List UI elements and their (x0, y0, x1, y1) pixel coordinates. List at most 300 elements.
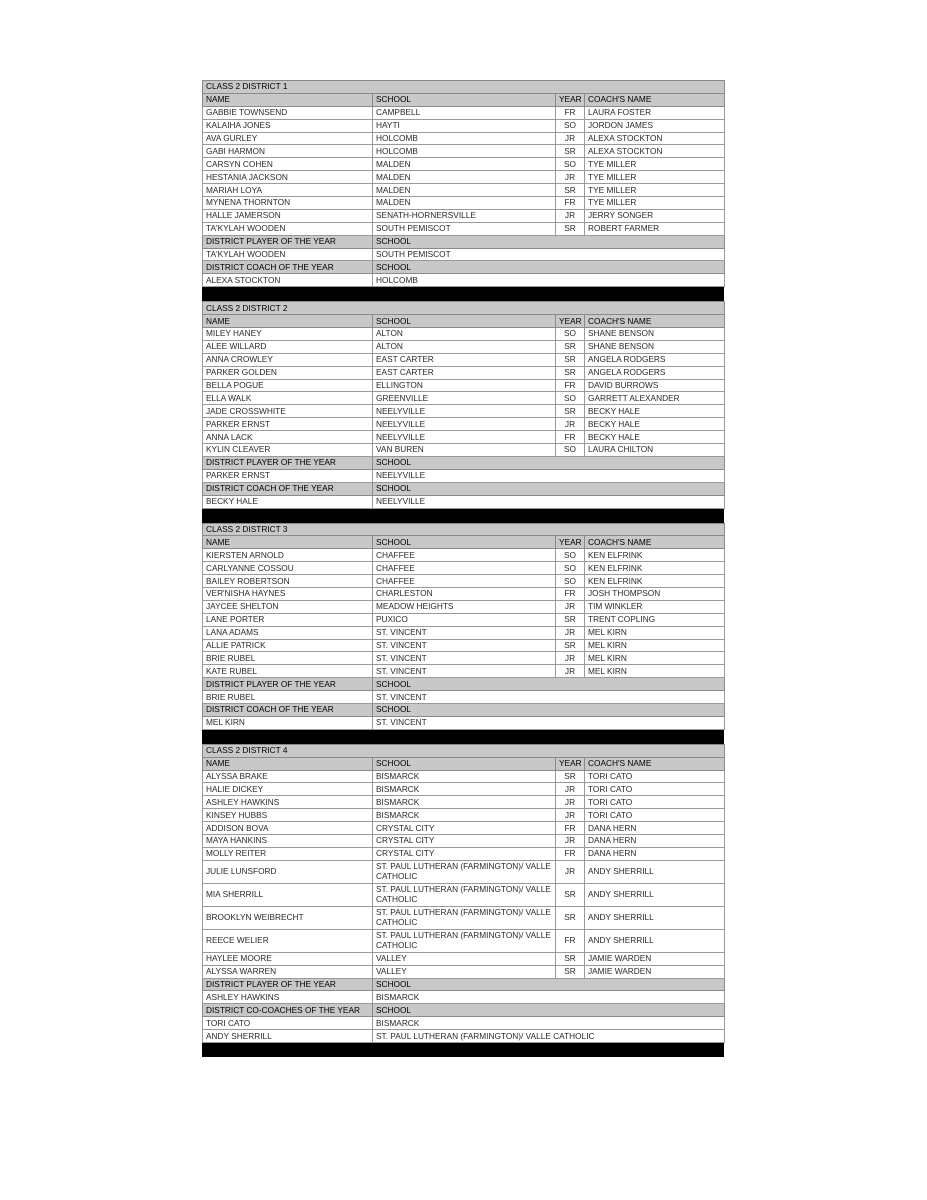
player-row (203, 834, 725, 847)
player-name: LANE PORTER (203, 613, 373, 626)
player-row (203, 366, 725, 379)
player-name: MARIAH LOYA (203, 184, 373, 197)
player-name: KINSEY HUBBS (203, 809, 373, 822)
player-school: GREENVILLE (373, 392, 556, 405)
player-row (203, 222, 725, 235)
player-school: ELLINGTON (373, 379, 556, 392)
player-school: BISMARCK (373, 770, 556, 783)
player-of-year-header (203, 978, 725, 991)
player-coach: JOSH THOMPSON (585, 587, 725, 600)
player-year: SR (556, 952, 585, 965)
coach-of-year-row (203, 495, 725, 508)
player-school: MALDEN (373, 197, 556, 210)
district-title-row (203, 744, 725, 757)
player-school: HOLCOMB (373, 145, 556, 158)
player-row (203, 809, 725, 822)
player-row (203, 665, 725, 678)
player-school: CRYSTAL CITY (373, 834, 556, 847)
player-year: SR (556, 965, 585, 978)
player-name: BAILEY ROBERTSON (203, 575, 373, 588)
player-coach: TORI CATO (585, 770, 725, 783)
player-name: BELLA POGUE (203, 379, 373, 392)
coach-of-year-row (203, 1017, 725, 1030)
player-coach: TYE MILLER (585, 197, 725, 210)
coach-of-year-school-label: SCHOOL (373, 261, 725, 274)
coach-of-year-school: NEELYVILLE (373, 495, 725, 508)
player-row (203, 639, 725, 652)
player-row (203, 405, 725, 418)
player-year: FR (556, 197, 585, 210)
coach-of-year-school: HOLCOMB (373, 274, 725, 287)
player-year: SR (556, 145, 585, 158)
player-year: JR (556, 171, 585, 184)
player-row (203, 952, 725, 965)
player-row (203, 929, 725, 952)
player-row (203, 158, 725, 171)
player-row (203, 575, 725, 588)
coach-of-year-name: ANDY SHERRILL (203, 1030, 373, 1043)
player-school: SOUTH PEMISCOT (373, 222, 556, 235)
player-school: NEELYVILLE (373, 431, 556, 444)
player-year: SO (556, 119, 585, 132)
player-coach: JAMIE WARDEN (585, 965, 725, 978)
player-year: SO (556, 575, 585, 588)
player-row (203, 340, 725, 353)
player-school: BISMARCK (373, 796, 556, 809)
header-year: YEAR (556, 93, 585, 106)
player-of-year-name: PARKER ERNST (203, 469, 373, 482)
player-school: CHAFFEE (373, 549, 556, 562)
player-coach: BECKY HALE (585, 431, 725, 444)
player-name: ALYSSA BRAKE (203, 770, 373, 783)
coach-of-year-name: ALEXA STOCKTON (203, 274, 373, 287)
player-year: SR (556, 883, 585, 906)
player-school: ST. VINCENT (373, 639, 556, 652)
header-year: YEAR (556, 315, 585, 328)
player-of-year-header (203, 678, 725, 691)
player-of-year-row (203, 691, 725, 704)
player-coach: JAMIE WARDEN (585, 952, 725, 965)
player-year: SR (556, 906, 585, 929)
player-school: NEELYVILLE (373, 405, 556, 418)
player-row (203, 626, 725, 639)
player-name: JAYCEE SHELTON (203, 600, 373, 613)
player-year: SR (556, 639, 585, 652)
coach-of-year-school-label: SCHOOL (373, 482, 725, 495)
player-name: MYNENA THORNTON (203, 197, 373, 210)
player-coach: TYE MILLER (585, 184, 725, 197)
player-coach: MEL KIRN (585, 652, 725, 665)
player-coach: TORI CATO (585, 809, 725, 822)
section-divider (202, 509, 724, 523)
player-school: PUXICO (373, 613, 556, 626)
player-coach: ALEXA STOCKTON (585, 145, 725, 158)
player-school: EAST CARTER (373, 366, 556, 379)
player-name: ALLIE PATRICK (203, 639, 373, 652)
player-school: EAST CARTER (373, 353, 556, 366)
player-school: CRYSTAL CITY (373, 822, 556, 835)
player-year: SO (556, 562, 585, 575)
player-row (203, 783, 725, 796)
coach-of-year-header (203, 703, 725, 716)
player-coach: LAURA CHILTON (585, 444, 725, 457)
coach-of-year-header (203, 1004, 725, 1017)
header-name: NAME (203, 315, 373, 328)
player-coach: ALEXA STOCKTON (585, 132, 725, 145)
player-school: CHARLESTON (373, 587, 556, 600)
player-year: SR (556, 353, 585, 366)
player-row (203, 847, 725, 860)
header-school: SCHOOL (373, 757, 556, 770)
player-name: JULIE LUNSFORD (203, 860, 373, 883)
player-of-year-label: DISTRICT PLAYER OF THE YEAR (203, 456, 373, 469)
player-row (203, 444, 725, 457)
player-name: ELLA WALK (203, 392, 373, 405)
player-year: JR (556, 132, 585, 145)
player-coach: TYE MILLER (585, 171, 725, 184)
coach-of-year-name: BECKY HALE (203, 495, 373, 508)
player-row (203, 132, 725, 145)
player-coach: ANGELA RODGERS (585, 353, 725, 366)
player-year: FR (556, 822, 585, 835)
player-name: KIERSTEN ARNOLD (203, 549, 373, 562)
player-of-year-label: DISTRICT PLAYER OF THE YEAR (203, 235, 373, 248)
player-row (203, 600, 725, 613)
player-year: JR (556, 860, 585, 883)
player-name: TA'KYLAH WOODEN (203, 222, 373, 235)
player-row (203, 431, 725, 444)
district-title: CLASS 2 DISTRICT 4 (203, 744, 725, 757)
column-header-row (203, 93, 725, 106)
player-school: NEELYVILLE (373, 418, 556, 431)
player-name: MILEY HANEY (203, 328, 373, 341)
player-of-year-header (203, 235, 725, 248)
header-coach: COACH'S NAME (585, 757, 725, 770)
player-name: KATE RUBEL (203, 665, 373, 678)
player-coach: ANGELA RODGERS (585, 366, 725, 379)
player-name: ASHLEY HAWKINS (203, 796, 373, 809)
coach-of-year-row (203, 1030, 725, 1043)
coach-of-year-school: ST. VINCENT (373, 716, 725, 729)
player-year: JR (556, 834, 585, 847)
player-coach: KEN ELFRINK (585, 549, 725, 562)
player-name: REECE WELIER (203, 929, 373, 952)
player-coach: MEL KIRN (585, 665, 725, 678)
player-year: SR (556, 340, 585, 353)
player-coach: DANA HERN (585, 822, 725, 835)
coach-of-year-school-label: SCHOOL (373, 1004, 725, 1017)
player-coach: KEN ELFRINK (585, 562, 725, 575)
player-coach: ANDY SHERRILL (585, 860, 725, 883)
district-title: CLASS 2 DISTRICT 1 (203, 81, 725, 94)
player-school: ALTON (373, 340, 556, 353)
player-school: CHAFFEE (373, 562, 556, 575)
coach-of-year-name: TORI CATO (203, 1017, 373, 1030)
section-divider (202, 730, 724, 744)
player-year: FR (556, 379, 585, 392)
player-name: BRIE RUBEL (203, 652, 373, 665)
column-header-row (203, 315, 725, 328)
player-year: SO (556, 328, 585, 341)
player-name: GABBIE TOWNSEND (203, 106, 373, 119)
player-coach: GARRETT ALEXANDER (585, 392, 725, 405)
player-year: FR (556, 106, 585, 119)
section-divider (202, 1043, 724, 1057)
player-school: HOLCOMB (373, 132, 556, 145)
player-row (203, 883, 725, 906)
coach-of-year-header (203, 482, 725, 495)
player-coach: DANA HERN (585, 847, 725, 860)
player-row (203, 209, 725, 222)
player-name: KYLIN CLEAVER (203, 444, 373, 457)
player-coach: BECKY HALE (585, 405, 725, 418)
player-row (203, 171, 725, 184)
player-year: JR (556, 600, 585, 613)
player-row (203, 353, 725, 366)
header-school: SCHOOL (373, 315, 556, 328)
player-year: JR (556, 209, 585, 222)
player-coach: TRENT COPLING (585, 613, 725, 626)
player-year: SO (556, 444, 585, 457)
player-row (203, 965, 725, 978)
coach-of-year-header (203, 261, 725, 274)
header-year: YEAR (556, 536, 585, 549)
player-year: FR (556, 929, 585, 952)
player-name: MOLLY REITER (203, 847, 373, 860)
column-header-row (203, 536, 725, 549)
player-row (203, 562, 725, 575)
player-coach: MEL KIRN (585, 639, 725, 652)
player-row (203, 392, 725, 405)
player-row (203, 328, 725, 341)
player-coach: DAVID BURROWS (585, 379, 725, 392)
coach-of-year-name: MEL KIRN (203, 716, 373, 729)
player-school: ST. PAUL LUTHERAN (FARMINGTON)/ VALLE CATHOLIC (373, 929, 556, 952)
player-coach: LAURA FOSTER (585, 106, 725, 119)
player-row (203, 549, 725, 562)
player-year: SR (556, 222, 585, 235)
player-coach: SHANE BENSON (585, 340, 725, 353)
player-school: ALTON (373, 328, 556, 341)
district-title-row (203, 523, 725, 536)
player-school: VAN BUREN (373, 444, 556, 457)
player-of-year-school-label: SCHOOL (373, 978, 725, 991)
district-title: CLASS 2 DISTRICT 3 (203, 523, 725, 536)
player-year: SR (556, 405, 585, 418)
player-name: KALAIHA JONES (203, 119, 373, 132)
player-coach: ANDY SHERRILL (585, 883, 725, 906)
player-of-year-school-label: SCHOOL (373, 456, 725, 469)
player-coach: JERRY SONGER (585, 209, 725, 222)
header-coach: COACH'S NAME (585, 93, 725, 106)
district-table (202, 744, 725, 1043)
player-school: MEADOW HEIGHTS (373, 600, 556, 613)
player-year: JR (556, 652, 585, 665)
player-school: HAYTI (373, 119, 556, 132)
player-coach: KEN ELFRINK (585, 575, 725, 588)
player-school: VALLEY (373, 965, 556, 978)
player-row (203, 613, 725, 626)
player-row (203, 796, 725, 809)
header-name: NAME (203, 536, 373, 549)
player-name: MAYA HANKINS (203, 834, 373, 847)
player-of-year-header (203, 456, 725, 469)
player-coach: DANA HERN (585, 834, 725, 847)
player-of-year-row (203, 469, 725, 482)
player-school: ST. VINCENT (373, 665, 556, 678)
player-row (203, 379, 725, 392)
player-row (203, 197, 725, 210)
player-name: ANNA LACK (203, 431, 373, 444)
header-year: YEAR (556, 757, 585, 770)
player-of-year-row (203, 248, 725, 261)
player-name: PARKER GOLDEN (203, 366, 373, 379)
player-name: HESTANIA JACKSON (203, 171, 373, 184)
player-name: MIA SHERRILL (203, 883, 373, 906)
player-name: AVA GURLEY (203, 132, 373, 145)
player-coach: ANDY SHERRILL (585, 906, 725, 929)
player-year: JR (556, 665, 585, 678)
player-coach: BECKY HALE (585, 418, 725, 431)
player-school: ST. PAUL LUTHERAN (FARMINGTON)/ VALLE CATHOLIC (373, 883, 556, 906)
district-table (202, 80, 725, 287)
coach-of-year-label: DISTRICT COACH OF THE YEAR (203, 261, 373, 274)
player-name: HALIE DICKEY (203, 783, 373, 796)
player-school: ST. PAUL LUTHERAN (FARMINGTON)/ VALLE CATHOLIC (373, 906, 556, 929)
player-year: SR (556, 366, 585, 379)
player-name: ADDISON BOVA (203, 822, 373, 835)
player-name: BROOKLYN WEIBRECHT (203, 906, 373, 929)
district-table (202, 523, 725, 730)
player-name: CARLYANNE COSSOU (203, 562, 373, 575)
player-year: SO (556, 158, 585, 171)
player-of-year-school: SOUTH PEMISCOT (373, 248, 725, 261)
player-school: MALDEN (373, 158, 556, 171)
header-school: SCHOOL (373, 93, 556, 106)
player-school: ST. VINCENT (373, 652, 556, 665)
player-of-year-label: DISTRICT PLAYER OF THE YEAR (203, 678, 373, 691)
player-year: JR (556, 418, 585, 431)
player-coach: TYE MILLER (585, 158, 725, 171)
player-school: MALDEN (373, 184, 556, 197)
player-name: ALYSSA WARREN (203, 965, 373, 978)
player-year: FR (556, 587, 585, 600)
player-row (203, 418, 725, 431)
player-of-year-school: ST. VINCENT (373, 691, 725, 704)
player-coach: MEL KIRN (585, 626, 725, 639)
coach-of-year-row (203, 716, 725, 729)
player-name: HAYLEE MOORE (203, 952, 373, 965)
player-coach: TORI CATO (585, 796, 725, 809)
district-title-row (203, 302, 725, 315)
coach-of-year-row (203, 274, 725, 287)
player-coach: SHANE BENSON (585, 328, 725, 341)
player-of-year-name: BRIE RUBEL (203, 691, 373, 704)
player-year: JR (556, 809, 585, 822)
coach-of-year-school: BISMARCK (373, 1017, 725, 1030)
player-year: FR (556, 847, 585, 860)
coach-of-year-label: DISTRICT COACH OF THE YEAR (203, 482, 373, 495)
player-row (203, 145, 725, 158)
player-coach: TIM WINKLER (585, 600, 725, 613)
player-school: ST. VINCENT (373, 626, 556, 639)
player-name: ALEE WILLARD (203, 340, 373, 353)
column-header-row (203, 757, 725, 770)
header-name: NAME (203, 757, 373, 770)
header-coach: COACH'S NAME (585, 315, 725, 328)
player-year: SR (556, 613, 585, 626)
district-title: CLASS 2 DISTRICT 2 (203, 302, 725, 315)
section-divider (202, 287, 724, 301)
player-year: JR (556, 626, 585, 639)
player-row (203, 652, 725, 665)
player-row (203, 770, 725, 783)
player-of-year-school-label: SCHOOL (373, 235, 725, 248)
district-title-row (203, 81, 725, 94)
player-row (203, 119, 725, 132)
coach-of-year-school: ST. PAUL LUTHERAN (FARMINGTON)/ VALLE CATHOLIC (373, 1030, 725, 1043)
player-name: VER'NISHA HAYNES (203, 587, 373, 600)
player-of-year-label: DISTRICT PLAYER OF THE YEAR (203, 978, 373, 991)
header-name: NAME (203, 93, 373, 106)
player-school: CRYSTAL CITY (373, 847, 556, 860)
player-name: LANA ADAMS (203, 626, 373, 639)
player-of-year-name: ASHLEY HAWKINS (203, 991, 373, 1004)
player-year: JR (556, 783, 585, 796)
player-name: JADE CROSSWHITE (203, 405, 373, 418)
player-coach: JORDON JAMES (585, 119, 725, 132)
coach-of-year-school-label: SCHOOL (373, 703, 725, 716)
player-year: SO (556, 392, 585, 405)
player-year: SR (556, 770, 585, 783)
player-row (203, 587, 725, 600)
player-year: JR (556, 796, 585, 809)
player-school: BISMARCK (373, 783, 556, 796)
player-row (203, 822, 725, 835)
player-of-year-row (203, 991, 725, 1004)
player-name: ANNA CROWLEY (203, 353, 373, 366)
player-year: SR (556, 184, 585, 197)
player-of-year-name: TA'KYLAH WOODEN (203, 248, 373, 261)
player-of-year-school: NEELYVILLE (373, 469, 725, 482)
player-name: HALLE JAMERSON (203, 209, 373, 222)
player-of-year-school-label: SCHOOL (373, 678, 725, 691)
player-of-year-school: BISMARCK (373, 991, 725, 1004)
player-school: MALDEN (373, 171, 556, 184)
player-row (203, 106, 725, 119)
coach-of-year-label: DISTRICT COACH OF THE YEAR (203, 703, 373, 716)
player-school: SENATH-HORNERSVILLE (373, 209, 556, 222)
player-school: CAMPBELL (373, 106, 556, 119)
player-school: VALLEY (373, 952, 556, 965)
player-row (203, 906, 725, 929)
player-name: CARSYN COHEN (203, 158, 373, 171)
player-name: GABI HARMON (203, 145, 373, 158)
header-coach: COACH'S NAME (585, 536, 725, 549)
coach-of-year-label: DISTRICT CO-COACHES OF THE YEAR (203, 1004, 373, 1017)
header-school: SCHOOL (373, 536, 556, 549)
all-district-document (202, 80, 724, 1057)
player-school: BISMARCK (373, 809, 556, 822)
player-year: SO (556, 549, 585, 562)
player-year: FR (556, 431, 585, 444)
player-school: CHAFFEE (373, 575, 556, 588)
player-name: PARKER ERNST (203, 418, 373, 431)
district-table (202, 301, 725, 508)
player-coach: TORI CATO (585, 783, 725, 796)
player-coach: ROBERT FARMER (585, 222, 725, 235)
player-coach: ANDY SHERRILL (585, 929, 725, 952)
